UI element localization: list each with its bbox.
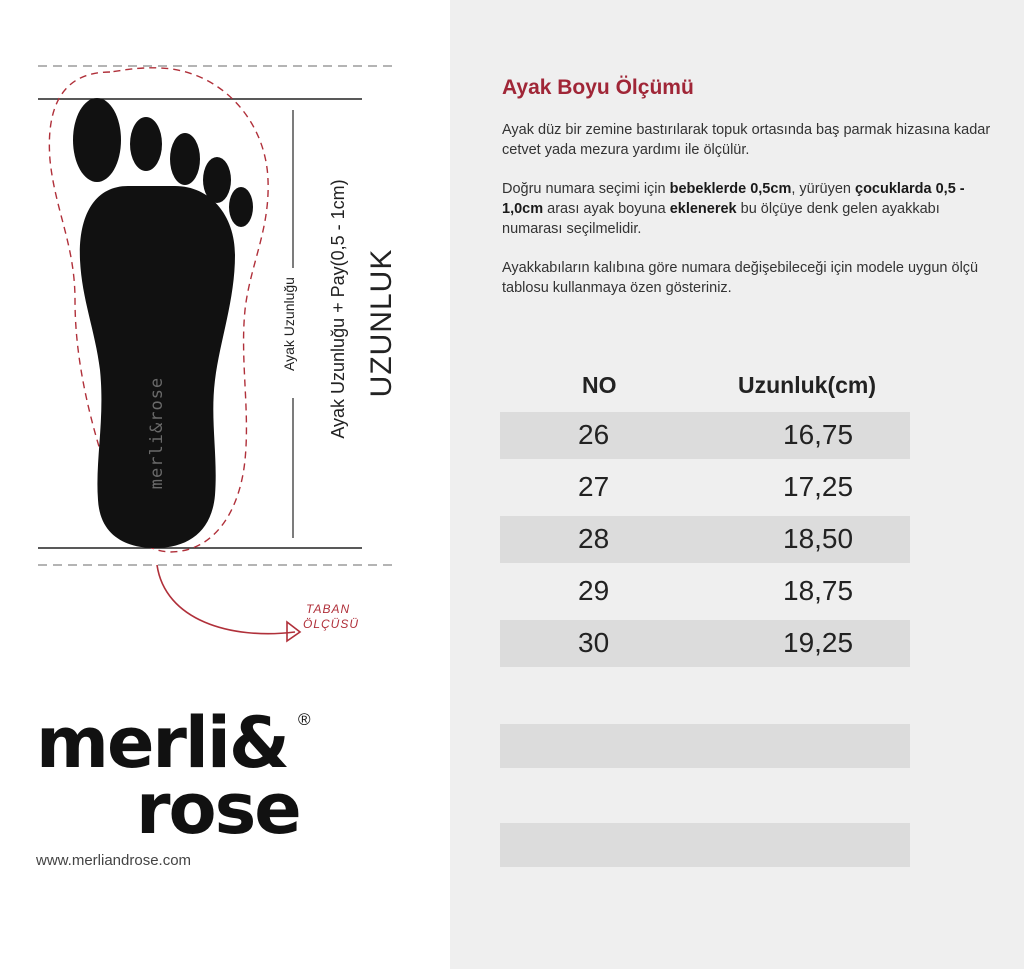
website-link[interactable]: www.merliandrose.com — [36, 852, 192, 869]
big-toe — [73, 98, 121, 182]
instruction-paragraph-3: Ayakkabıların kalıbına göre numara değişebileceği için modele uygun ölçü tablosu kullanmaya özen gösteriniz. — [502, 260, 979, 296]
table-row — [500, 464, 910, 511]
para2-bold-children: çocuklarda 0,5 - 1,0cm — [502, 181, 965, 217]
toe-5 — [229, 187, 253, 227]
header-length: Uzunluk(cm) — [738, 372, 876, 398]
logo-line2: rose — [136, 768, 300, 850]
para2-text-g: bu ölçüye denk gelen ayakkabı numarası seçilmelidir. — [502, 201, 940, 237]
para2-text-a: Doğru numara seçimi için — [502, 181, 670, 197]
size-length-cell: 18,50 — [783, 523, 854, 554]
size-no-cell: 27 — [578, 471, 610, 502]
table-row — [500, 516, 910, 563]
size-table — [500, 412, 910, 672]
foot-length-plus-allowance-label: Ayak Uzunluğu + Pay(0,5 - 1cm) — [328, 179, 348, 439]
toe-2 — [130, 117, 162, 171]
toe-4 — [203, 157, 231, 203]
logo-line1: merli& — [36, 702, 288, 784]
para2-text-c: , yürüyen — [791, 181, 856, 197]
foot-length-label: Ayak Uzunluğu — [281, 277, 297, 371]
size-no-cell: 30 — [578, 627, 610, 658]
toe-3 — [170, 133, 200, 185]
para2-text-e: arası ayak boyuna — [543, 201, 670, 217]
header-no: NO — [582, 372, 617, 398]
size-no-cell: 28 — [578, 523, 610, 554]
size-length-cell: 16,75 — [783, 419, 854, 450]
taban-olcusu-label — [303, 602, 359, 632]
table-row — [500, 412, 910, 459]
instruction-paragraph-2 — [502, 179, 992, 239]
size-length-cell: 17,25 — [783, 471, 854, 502]
size-length-cell: 19,25 — [783, 627, 854, 658]
table-row — [500, 568, 910, 615]
size-length-cell: 18,75 — [783, 575, 854, 606]
taban-pointer-curve — [157, 565, 295, 634]
page-title: Ayak Boyu Ölçümü — [502, 76, 694, 99]
taban-label-line2: ÖLÇÜSÜ — [303, 617, 360, 631]
taban-label-line1: TABAN — [306, 602, 351, 616]
instruction-paragraph-1: Ayak düz bir zemine bastırılarak topuk ortasında baş parmak hizasına kadar cetvet yada mezura yardımı ile ölçülür. — [502, 122, 991, 158]
para2-bold-adding: eklenerek — [669, 201, 737, 217]
empty-table-band — [500, 724, 910, 768]
size-table-header — [500, 372, 910, 406]
brand-logo — [36, 702, 336, 850]
size-no-cell: 29 — [578, 575, 610, 606]
size-no-cell: 26 — [578, 419, 610, 450]
length-label: UZUNLUK — [365, 248, 398, 398]
sole-watermark: merli&rose — [147, 376, 167, 490]
left-panel — [0, 0, 450, 969]
table-row — [500, 620, 910, 667]
registered-mark: ® — [298, 710, 311, 729]
para2-bold-babies: bebeklerde 0,5cm — [669, 181, 792, 197]
empty-table-band — [500, 823, 910, 867]
